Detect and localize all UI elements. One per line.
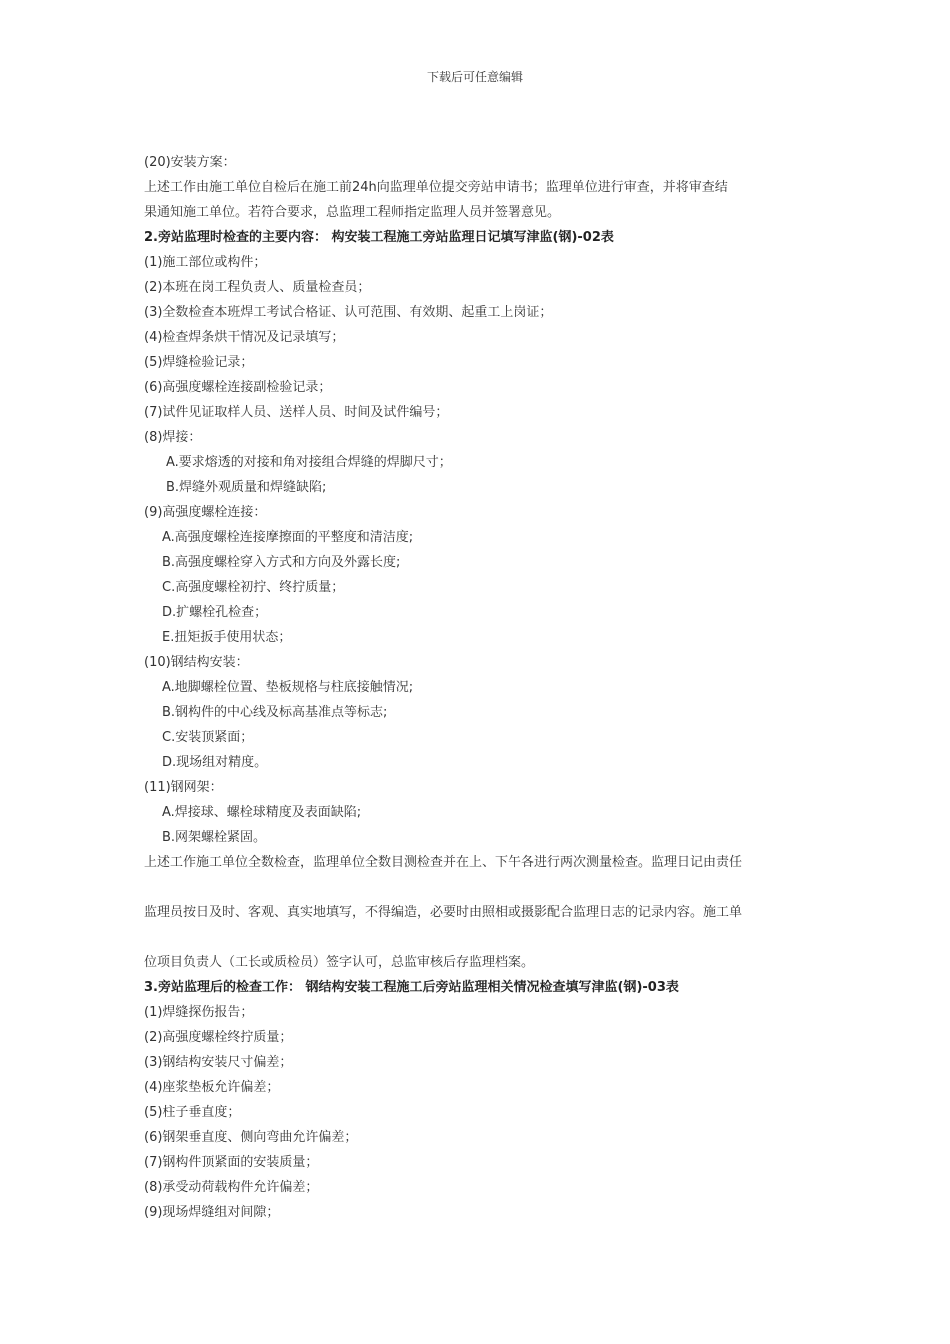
- sub-item: D.扩螺栓孔检查；: [162, 605, 268, 620]
- list-item: (4)座浆垫板允许偏差；: [144, 1080, 280, 1095]
- list-item: (2)高强度螺栓终拧质量；: [144, 1030, 293, 1045]
- page-header: 下载后可任意编辑: [426, 70, 523, 84]
- list-item: (1)焊缝探伤报告；: [144, 1005, 254, 1020]
- list-item: (6)钢架垂直度、侧向弯曲允许偏差；: [144, 1130, 358, 1145]
- list-item: (1)施工部位或构件；: [144, 255, 267, 270]
- sub-item: B.高强度螺栓穿入方式和方向及外露长度;: [162, 555, 401, 570]
- list-item: (8)焊接：: [144, 430, 202, 445]
- document-body: [144, 150, 814, 1225]
- sub-item: A.焊接球、螺栓球精度及表面缺陷;: [162, 805, 362, 820]
- paragraph-line: 监理员按日及时、客观、真实地填写，不得编造，必要时由照相或摄影配合监理日志的记录内容。施工单: [144, 905, 743, 920]
- list-item: (11)钢网架：: [144, 780, 223, 795]
- sub-item: B.钢构件的中心线及标高基准点等标志;: [162, 705, 388, 720]
- list-item: (3)钢结构安装尺寸偏差；: [144, 1055, 293, 1070]
- sub-item: A.高强度螺栓连接摩擦面的平整度和清洁度;: [162, 530, 414, 545]
- list-item: (6)高强度螺栓连接副检验记录；: [144, 380, 332, 395]
- list-item: (5)柱子垂直度；: [144, 1105, 241, 1120]
- sub-item: C.安装顶紧面；: [162, 730, 254, 745]
- sub-item: B.网架螺栓紧固。: [162, 830, 267, 845]
- sub-item: B.焊缝外观质量和焊缝缺陷;: [166, 480, 327, 495]
- sub-item: D.现场组对精度。: [162, 755, 268, 770]
- paragraph-line: 果通知施工单位。若符合要求，总监理工程师指定监理人员并签署意见。: [144, 205, 561, 220]
- list-item: (5)焊缝检验记录；: [144, 355, 254, 370]
- section-3-heading: 3.旁站监理后的检查工作： 钢结构安装工程施工后旁站监理相关情况检查填写津监(钢)-03表: [144, 980, 679, 995]
- list-item: (8)承受动荷载构件允许偏差；: [144, 1180, 319, 1195]
- item-20: (20)安装方案：: [144, 155, 236, 170]
- list-item: (7)钢构件顶紧面的安装质量；: [144, 1155, 319, 1170]
- list-item: (4)检查焊条烘干情况及记录填写；: [144, 330, 345, 345]
- list-item: (10)钢结构安装：: [144, 655, 249, 670]
- paragraph-line: 位项目负责人（工长或质检员）签字认可，总监审核后存监理档案。: [144, 955, 535, 970]
- list-item: (3)全数检查本班焊工考试合格证、认可范围、有效期、起重工上岗证；: [144, 305, 553, 320]
- sub-item: C.高强度螺栓初拧、终拧质量；: [162, 580, 345, 595]
- list-item: (2)本班在岗工程负责人、质量检查员；: [144, 280, 371, 295]
- paragraph-line: 上述工作施工单位全数检查，监理单位全数目测检查并在上、下午各进行两次测量检查。监理日记由责任: [144, 855, 743, 870]
- sub-item: A.要求熔透的对接和角对接组合焊缝的焊脚尺寸；: [166, 455, 452, 470]
- list-item: (9)高强度螺栓连接：: [144, 505, 267, 520]
- paragraph-line: 上述工作由施工单位自检后在施工前24h向监理单位提交旁站申请书；监理单位进行审查，并将审查结: [144, 180, 728, 195]
- list-item: (7)试件见证取样人员、送样人员、时间及试件编号；: [144, 405, 449, 420]
- section-2-heading: 2.旁站监理时检查的主要内容： 构安装工程施工旁站监理日记填写津监(钢)-02表: [144, 230, 614, 245]
- sub-item: A.地脚螺栓位置、垫板规格与柱底接触情况;: [162, 680, 414, 695]
- sub-item: E.扭矩扳手使用状态；: [162, 630, 292, 645]
- list-item: (9)现场焊缝组对间隙；: [144, 1205, 280, 1220]
